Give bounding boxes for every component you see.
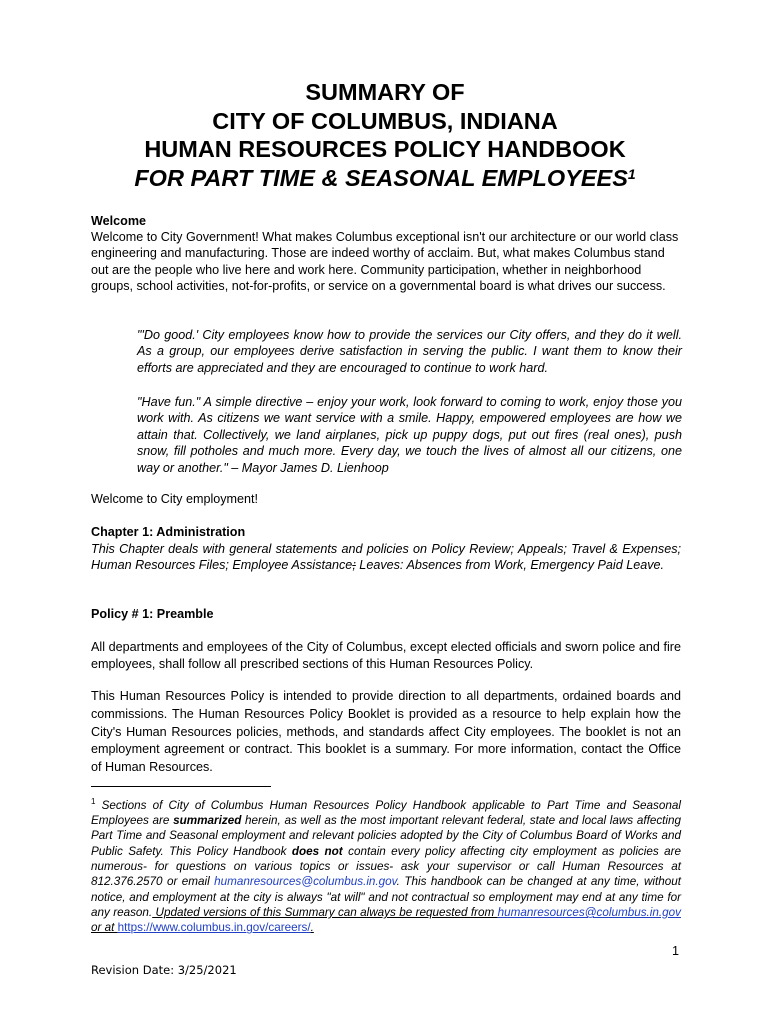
welcome-section (91, 213, 681, 294)
footnote-updated-versions-text: Updated versions of this Summary can always be requested from (152, 905, 498, 919)
chapter-1-section (91, 524, 681, 574)
title-line-2: CITY OF COLUMBUS, INDIANA (212, 107, 558, 134)
footnote-text: or at (91, 921, 118, 935)
footnote (91, 794, 681, 936)
footnote-careers-url-link[interactable]: https://www.columbus.in.gov/careers/ (117, 921, 311, 935)
footnote-text: herein, as well as the most important relevant federal, state and local laws affecting Part Time and Seasonal employment and relevant policies adopted by the City of Columbus Board of Works and Public Safety. This Policy Handbook (91, 814, 682, 858)
title-line-4-text: FOR PART TIME & SEASONAL EMPLOYEES (134, 164, 628, 191)
footnote-text: . (310, 921, 314, 935)
page-number: 1 (672, 944, 680, 958)
title-line-4 (0, 164, 770, 193)
chapter-1-description-text: This Chapter deals with general statements and policies on Policy Review; Appeals; Travel & Expenses; Human Resources Files; Employee Assistance (91, 541, 681, 573)
chapter-1-description (91, 541, 681, 574)
revision-date: Revision Date: 3/25/2021 (91, 963, 237, 977)
footnote-text: contain every policy affecting city employment as policies are numerous- for questions on various topics or issues- ask your supervisor or call Human Resources at 812.376.2570 or email (91, 844, 681, 889)
footnote-email-link-2[interactable]: humanresources@columbus.in.gov (497, 905, 681, 919)
chapter-1-description-text-end: Leaves: Absences from Work, Emergency Paid Leave. (355, 558, 665, 573)
document-title (0, 78, 770, 192)
policy-1-paragraph-2: This Human Resources Policy is intended to provide direction to all departments, ordained boards and commissions. The Human Resources Policy Booklet is provided as a resource to help explain how the City's Human Resources policies, methods, and standards affect City employees. The booklet is not an employment agreement or contract. This booklet is a summary. For more information, contact the Office of Human Resources. (91, 689, 681, 775)
chapter-1-struck-punctuation: ; (352, 558, 356, 573)
welcome-heading: Welcome (91, 214, 147, 228)
footnote-emphasis-summarized: summarized (173, 814, 242, 828)
footnote-text: Sections of City of Columbus Human Resources Policy Handbook applicable to Part Time and Seasonal Employees are (91, 798, 681, 828)
welcome-paragraph: Welcome to City Government! What makes Columbus exceptional isn't our architecture or our world class engineering and manufacturing. Those are indeed worthy of acclaim. But, what makes Columbus stand out are the people who live here and work here. Community participation, whether in neighborhood groups, school activities, not-for-profits, or service on a governmental board is what drives our success. (91, 230, 679, 293)
mayor-quote-2: "Have fun." A simple directive – enjoy your work, look forward to coming to work, enjoy those you work with. As citizens we want service with a smile. Happy, empowered employees are how we attain that. Collectively, we land airplanes, pick up puppy dogs, put out fires (real ones), push snow, fill potholes and much more. Every day, we touch the lives of almost all our citizens, one way or another." – Mayor James D. Lienhoop (137, 395, 682, 475)
footnote-text: . This handbook can be changed at any time, without notice, and employment at the city is always "at will" and not contractual so employment may end at any time for any reason. (91, 875, 681, 919)
policy-1-paragraph-1: All departments and employees of the City of Columbus, except elected officials and sworn police and fire employees, shall follow all prescribed sections of this Human Resources Policy. (91, 640, 681, 671)
footnote-emphasis-does-not: does not (291, 844, 343, 858)
footnote-separator (91, 786, 271, 787)
footnote-mark: 1 (91, 797, 96, 806)
chapter-1-heading: Chapter 1: Administration (91, 525, 246, 539)
welcome-closing: Welcome to City employment! (91, 492, 259, 506)
mayor-quote-1: "'Do good.' City employees know how to provide the services our City offers, and they do it well. As a group, our employees derive satisfaction in serving the public. I want them to know their efforts are appreciated and they are encouraged to continue to work hard. (137, 328, 682, 375)
title-footnote-mark: 1 (627, 165, 636, 182)
footnote-email-link[interactable]: humanresources@columbus.in.gov (214, 875, 397, 889)
title-line-3: HUMAN RESOURCES POLICY HANDBOOK (144, 136, 626, 162)
title-line-1: SUMMARY OF (305, 79, 465, 105)
policy-1-heading: Policy # 1: Preamble (91, 607, 214, 621)
